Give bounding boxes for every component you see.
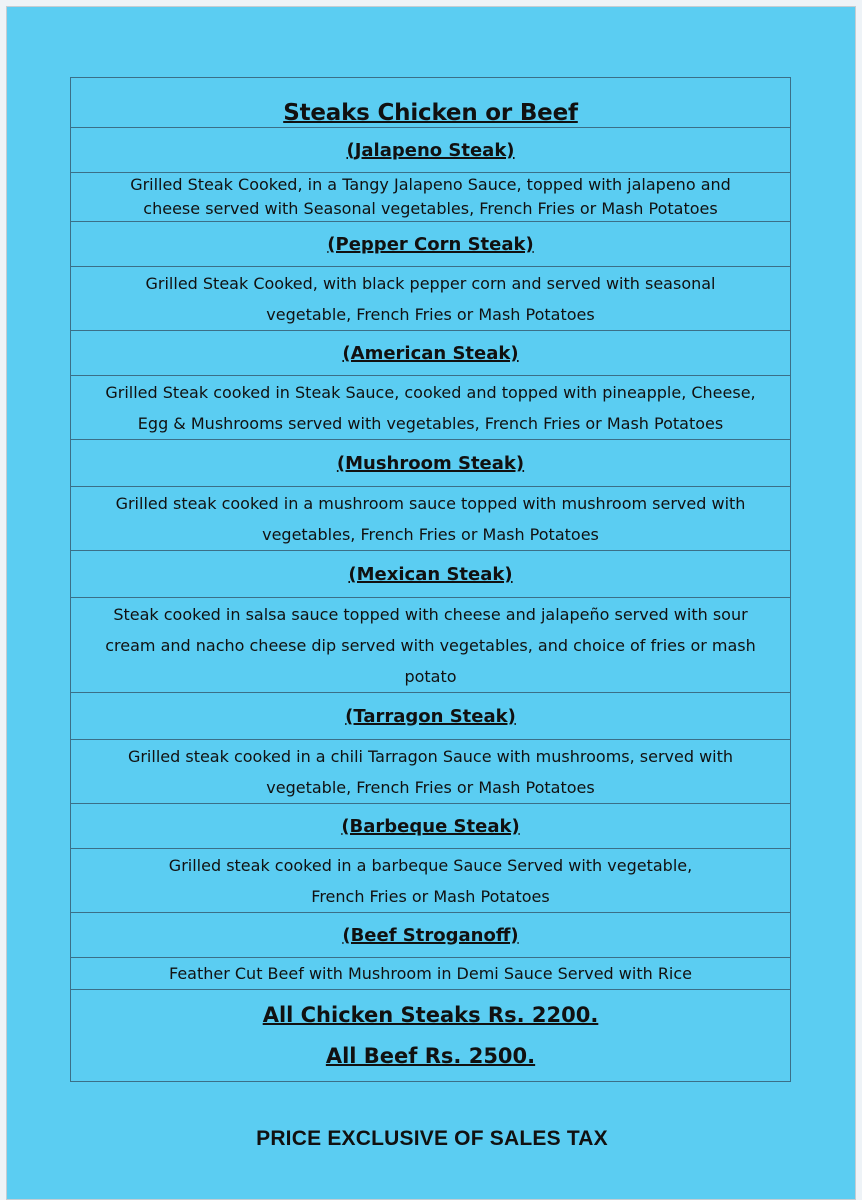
item-name-american-steak: (American Steak) bbox=[342, 342, 519, 364]
chicken-price: All Chicken Steaks Rs. 2200. bbox=[262, 1002, 599, 1027]
item-desc-cell bbox=[71, 376, 791, 440]
item-name-cell bbox=[71, 331, 791, 376]
desc-line: cream and nacho cheese dip served with vegetables, and choice of fries or mash bbox=[105, 635, 756, 655]
desc-line: vegetable, French Fries or Mash Potatoes bbox=[266, 304, 595, 324]
item-desc-row bbox=[71, 376, 791, 440]
item-name-row bbox=[71, 551, 791, 598]
desc-line: Grilled Steak Cooked, with black pepper corn and served with seasonal bbox=[145, 273, 716, 293]
item-name-cell bbox=[71, 128, 791, 173]
desc-line: Grilled steak cooked in a mushroom sauce topped with mushroom served with bbox=[115, 493, 746, 513]
item-name-row bbox=[71, 804, 791, 849]
item-name-jalapeno-steak: (Jalapeno Steak) bbox=[346, 139, 515, 161]
item-desc-row bbox=[71, 267, 791, 331]
item-name-row bbox=[71, 440, 791, 487]
desc-line: Feather Cut Beef with Mushroom in Demi Sauce Served with Rice bbox=[168, 964, 693, 983]
desc-line: French Fries or Mash Potatoes bbox=[311, 886, 550, 906]
item-name-barbeque-steak: (Barbeque Steak) bbox=[341, 815, 520, 837]
item-name-cell bbox=[71, 693, 791, 740]
item-desc-cell bbox=[71, 487, 791, 551]
desc-line: Grilled Steak Cooked, in a Tangy Jalapeno Sauce, topped with jalapeno and bbox=[130, 175, 731, 194]
sales-tax-note: PRICE EXCLUSIVE OF SALES TAX bbox=[256, 1127, 608, 1150]
item-desc-cell bbox=[71, 598, 791, 693]
item-desc-row bbox=[71, 958, 791, 990]
desc-line: Steak cooked in salsa sauce topped with cheese and jalapeño served with sour bbox=[113, 604, 748, 624]
desc-line: Grilled steak cooked in a barbeque Sauce Served with vegetable, bbox=[168, 855, 693, 875]
item-name-pepper-corn-steak: (Pepper Corn Steak) bbox=[327, 233, 534, 255]
item-name-mexican-steak: (Mexican Steak) bbox=[348, 563, 513, 585]
item-desc-row bbox=[71, 849, 791, 913]
item-name-beef-stroganoff: (Beef Stroganoff) bbox=[342, 924, 519, 946]
title-row bbox=[71, 78, 791, 128]
item-desc-row bbox=[71, 740, 791, 804]
item-name-cell bbox=[71, 440, 791, 487]
item-desc-cell bbox=[71, 740, 791, 804]
item-name-cell bbox=[71, 913, 791, 958]
menu-table bbox=[70, 77, 791, 1082]
item-desc-cell bbox=[71, 849, 791, 913]
item-desc-row bbox=[71, 487, 791, 551]
item-desc-row bbox=[71, 173, 791, 222]
item-name-mushroom-steak: (Mushroom Steak) bbox=[336, 452, 525, 474]
desc-line: vegetable, French Fries or Mash Potatoes bbox=[266, 777, 595, 797]
item-name-row bbox=[71, 128, 791, 173]
item-name-cell bbox=[71, 804, 791, 849]
item-name-row bbox=[71, 222, 791, 267]
price-cell bbox=[71, 990, 791, 1082]
item-desc-cell bbox=[71, 958, 791, 990]
item-name-cell bbox=[71, 551, 791, 598]
item-name-row bbox=[71, 331, 791, 376]
item-name-tarragon-steak: (Tarragon Steak) bbox=[345, 705, 516, 727]
item-desc-row bbox=[71, 598, 791, 693]
menu-title: Steaks Chicken or Beef bbox=[283, 100, 578, 126]
desc-line: vegetables, French Fries or Mash Potatoes bbox=[262, 524, 599, 544]
item-name-cell bbox=[71, 222, 791, 267]
item-name-row bbox=[71, 693, 791, 740]
menu-page bbox=[6, 6, 856, 1200]
desc-line: Grilled Steak cooked in Steak Sauce, cooked and topped with pineapple, Cheese, bbox=[105, 382, 756, 402]
item-name-row bbox=[71, 913, 791, 958]
desc-line: Egg & Mushrooms served with vegetables, French Fries or Mash Potatoes bbox=[137, 413, 724, 433]
item-desc-cell bbox=[71, 267, 791, 331]
title-cell bbox=[71, 78, 791, 128]
desc-line: Grilled steak cooked in a chili Tarragon Sauce with mushrooms, served with bbox=[127, 746, 734, 766]
item-desc-cell bbox=[71, 173, 791, 222]
beef-price: All Beef Rs. 2500. bbox=[325, 1043, 536, 1068]
desc-line: cheese served with Seasonal vegetables, French Fries or Mash Potatoes bbox=[143, 199, 718, 218]
price-row bbox=[71, 990, 791, 1082]
desc-line: potato bbox=[404, 666, 457, 686]
